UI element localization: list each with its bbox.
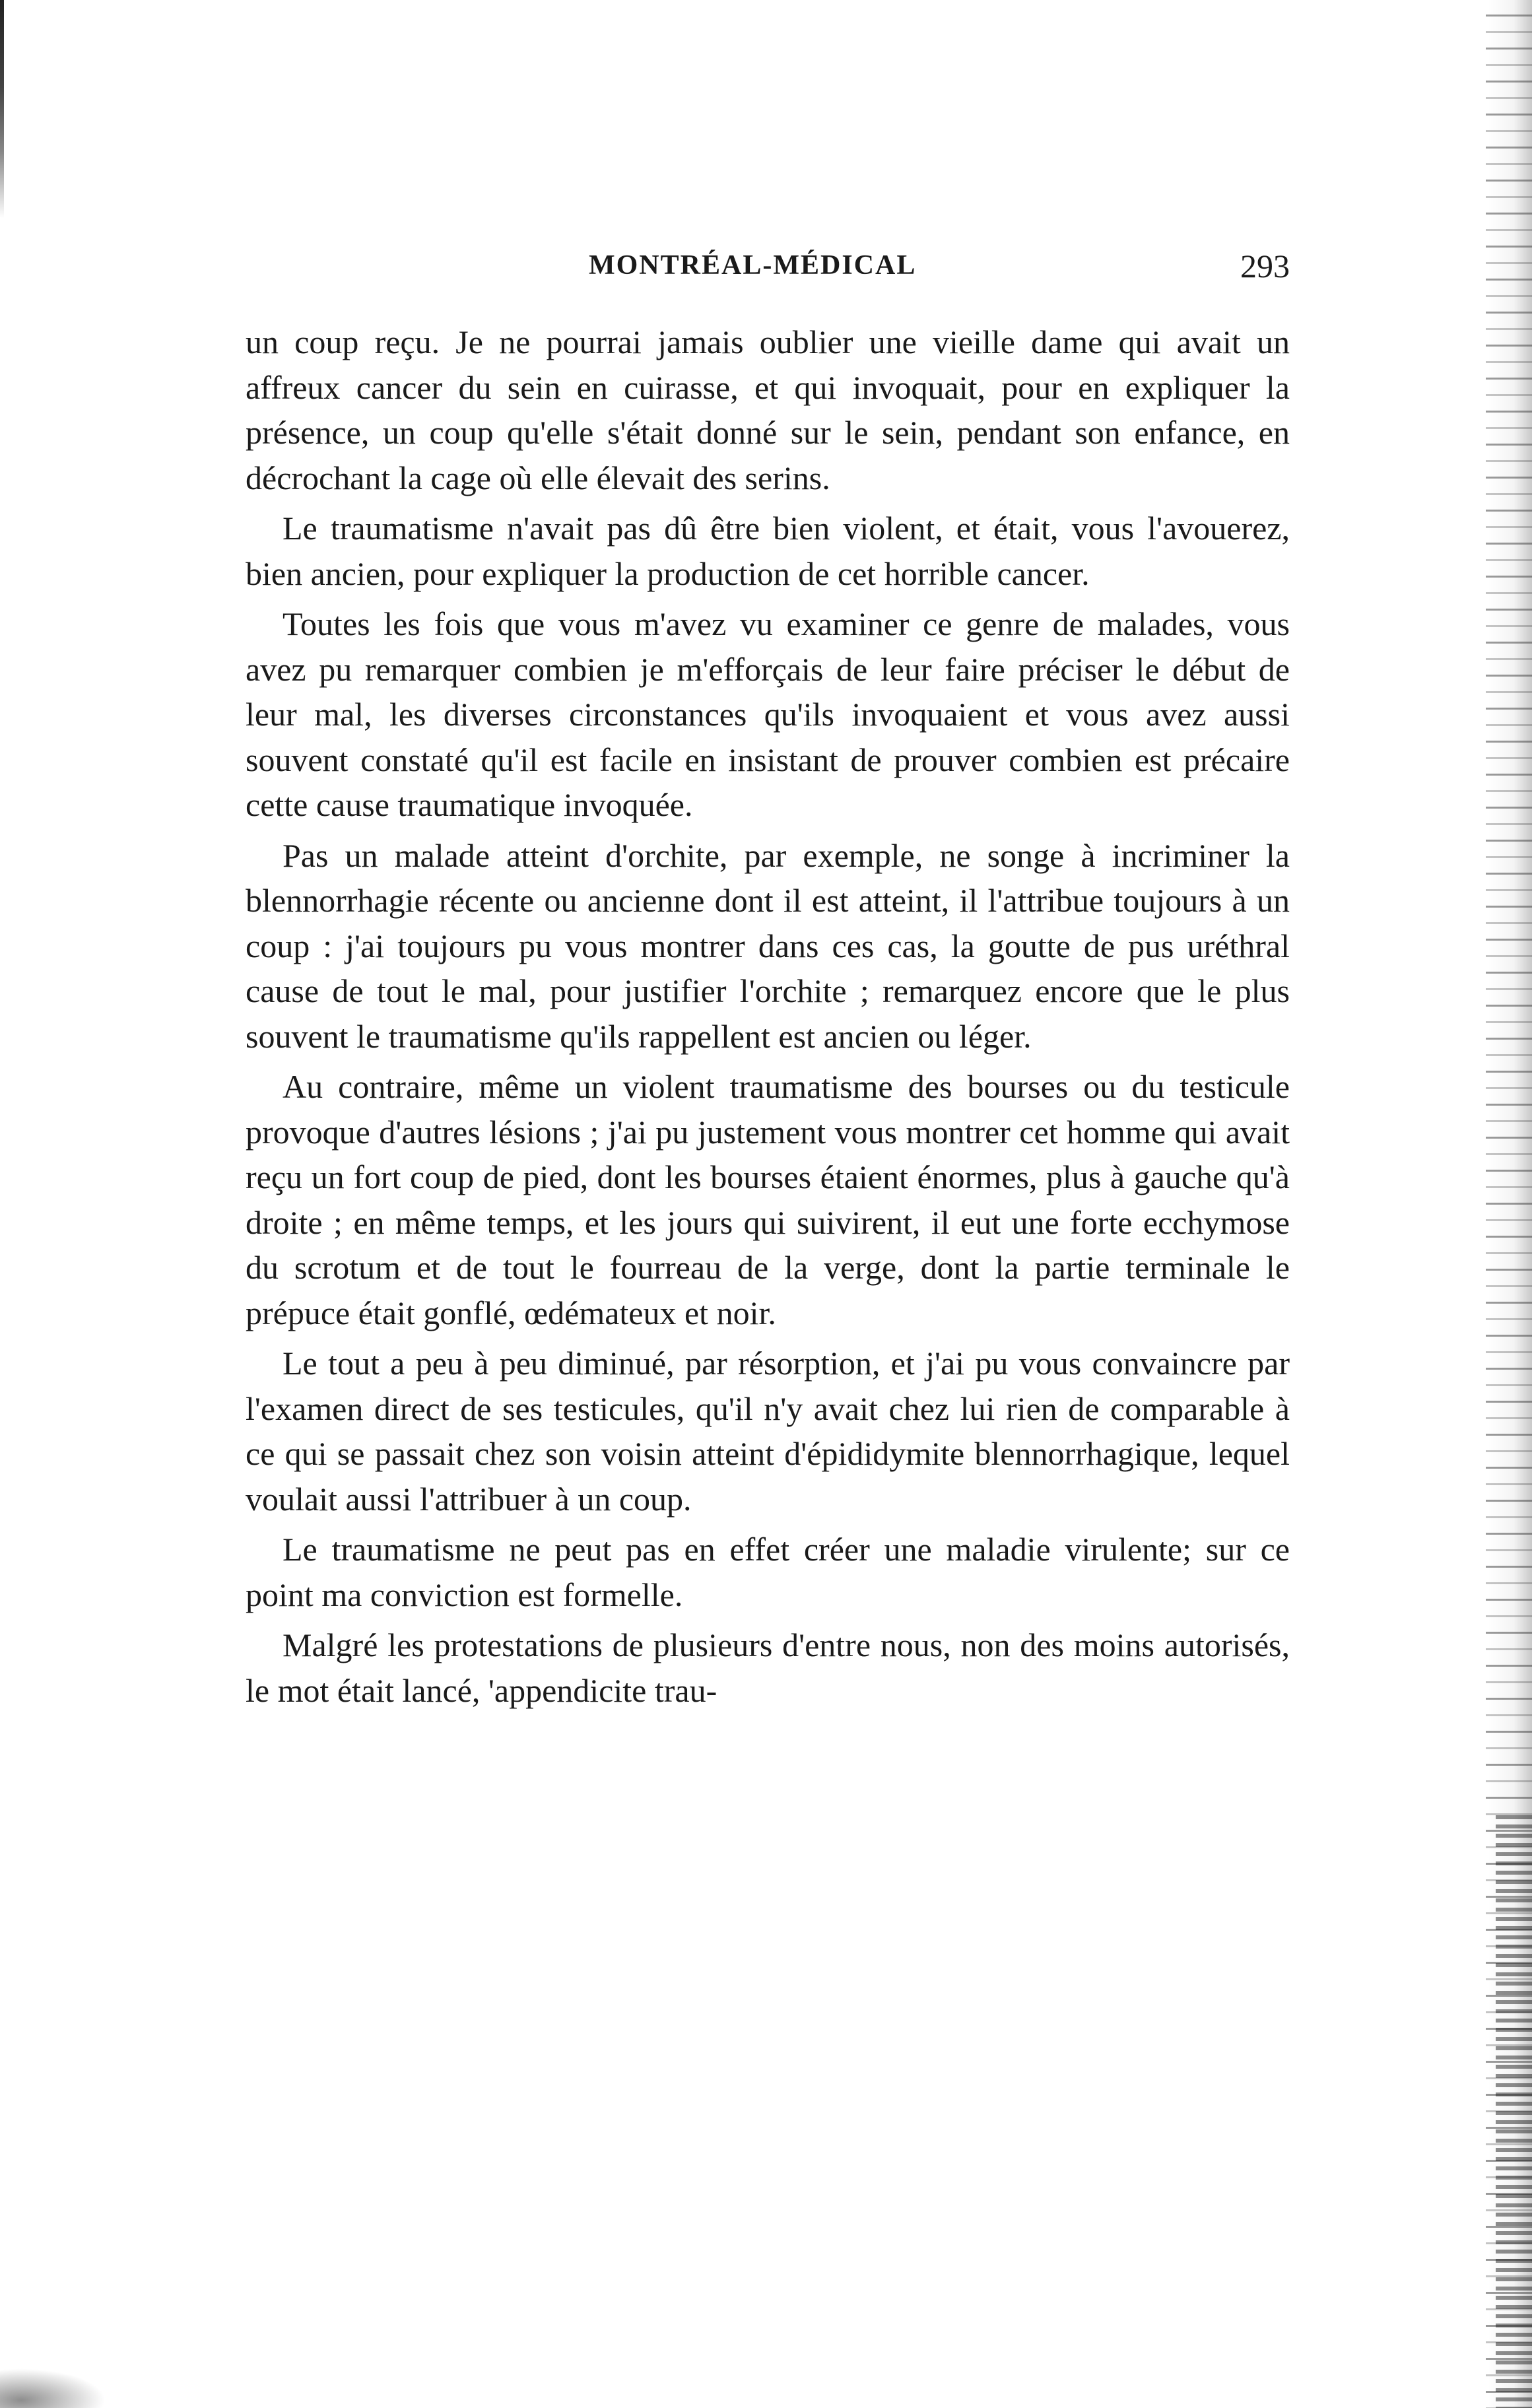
running-header — [246, 243, 1290, 289]
scan-smudge-bottom-left — [0, 2368, 106, 2408]
running-title: MONTRÉAL-MÉDICAL — [589, 250, 917, 281]
scan-edge-right-bottom — [1496, 1815, 1532, 2408]
body-text — [246, 319, 1290, 1718]
paragraph-4: Pas un malade atteint d'orchite, par exemple, ne songe à incriminer la blennorrhagie récente ou ancienne dont il est atteint, il l'attribue toujours à un coup : j'ai toujours pu vous montrer dans ces cas, la goutte de pus uréthral cause de tout le mal, pour justifier l'orchite ; remarquez encore que le plus souvent le traumatisme qu'ils rappellent est ancien ou léger. — [246, 836, 1290, 1055]
scan-edge-left — [0, 0, 4, 218]
paragraph-7: Le traumatisme ne peut pas en effet créer une maladie virulente; sur ce point ma conviction est formelle. — [246, 1531, 1290, 1613]
paragraph-2: Le traumatisme n'avait pas dû être bien violent, et était, vous l'avouerez, bien ancien, pour expliquer la production de cet horrible cancer. — [246, 510, 1290, 592]
page-number: 293 — [1240, 248, 1290, 284]
paragraph-3: Toutes les fois que vous m'avez vu examiner ce genre de malades, vous avez pu remarquer combien je m'efforçais de leur faire préciser le début de leur mal, les diverses circonstances qu'ils invoquaient et vous avez aussi souvent constaté qu'il est facile en insistant de prouver combien est précaire cette cause traumatique invoquée. — [246, 605, 1290, 823]
paragraph-5: Au contraire, même un violent traumatisme des bourses ou du testicule provoque d'autres lésions ; j'ai pu justement vous montrer cet homme qui avait reçu un fort coup de pied, dont les bourses étaient énormes, plus à gauche qu'à droite ; en même temps, et les jours qui suivirent, il eut une forte ecchymose du scrotum et de tout le fourreau de la verge, dont la partie terminale le prépuce était gonflé, œdémateux et noir. — [246, 1068, 1290, 1331]
paragraph-8: Malgré les protestations de plusieurs d'entre nous, non des moins autorisés, le mot était lancé, 'appendicite trau- — [246, 1626, 1290, 1709]
paragraph-6: Le tout a peu à peu diminué, par résorption, et j'ai pu vous convaincre par l'examen direct de ses testicules, qu'il n'y avait chez lui rien de comparable à ce qui se passait chez son voisin atteint d'épididymite blennorrhagique, lequel voulait aussi l'attribuer à un coup. — [246, 1345, 1290, 1518]
paragraph-1: un coup reçu. Je ne pourrai jamais oublier une vieille dame qui avait un affreux cancer du sein en cuirasse, et qui invoquait, pour en expliquer la présence, un coup qu'elle s'était donné sur le sein, pendant son enfance, en décrochant la cage où elle élevait des serins. — [246, 323, 1290, 496]
